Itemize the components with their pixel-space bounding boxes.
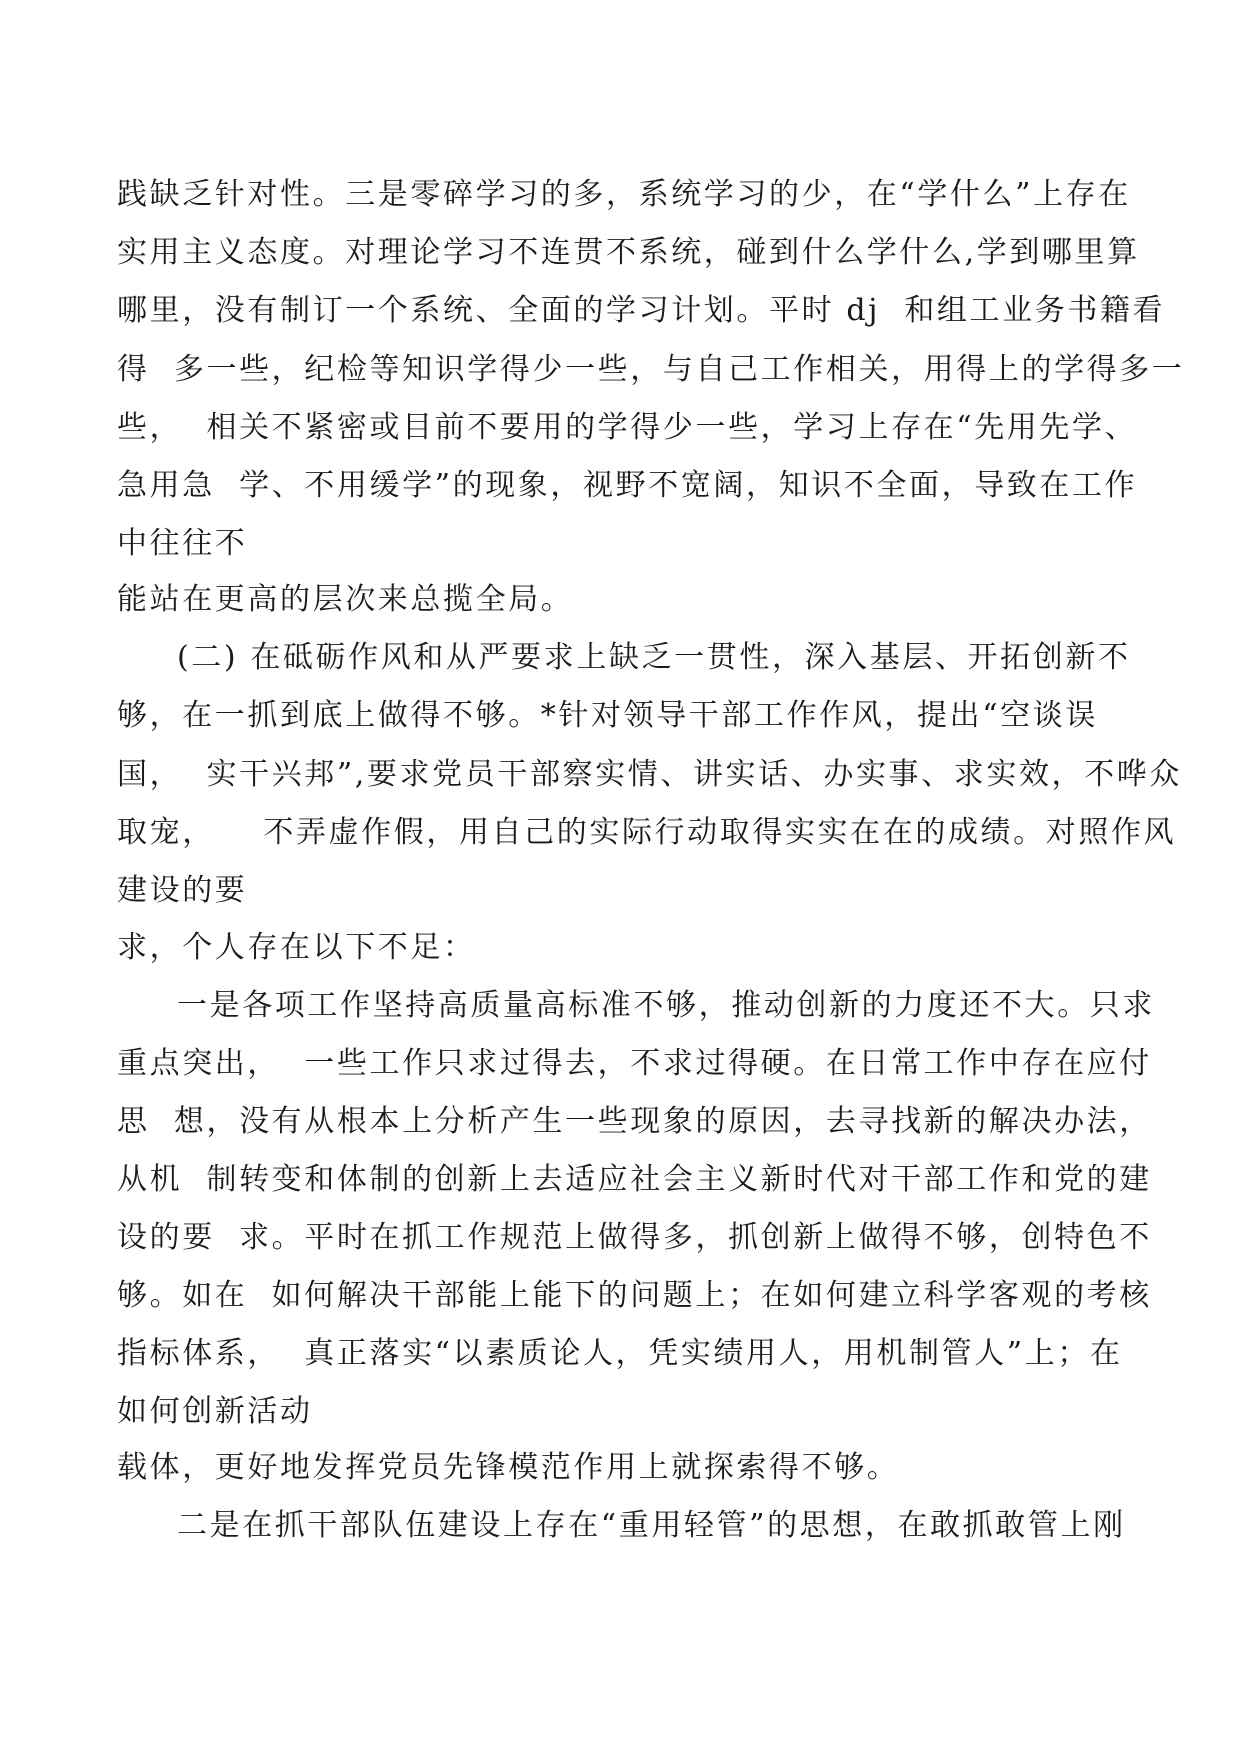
text-line: 载体，更好地发挥党员先锋模范作用上就探索得不够。 — [117, 1450, 900, 1485]
text-line: 从机 制转变和体制的创新上去适应社会主义新时代对干部工作和党的建 — [117, 1162, 1152, 1197]
text-line: 够，在一抓到底上做得不够。*针对领导干部工作作风，提出“空谈误 — [117, 698, 1098, 733]
text-line: 求，个人存在以下不足： — [117, 930, 476, 965]
text-line: 建设的要 — [117, 873, 248, 908]
section-heading: (二) 在砥砺作风和从严要求上缺乏一贯性，深入基层、开拓创新不 — [177, 640, 1131, 675]
text-line: 够。如在 如何解决干部能上能下的问题上；在如何建立科学客观的考核 — [117, 1278, 1152, 1313]
text-line: 取宠， 不弄虚作假，用自己的实际行动取得实实在在的成绩。对照作风 — [117, 815, 1177, 850]
text-line: 指标体系， 真正落实“以素质论人，凭实绩用人，用机制管人”上；在 — [117, 1336, 1123, 1371]
text-line: 实用主义态度。对理论学习不连贯不系统，碰到什么学什么,学到哪里算 — [117, 235, 1140, 270]
text-line: 思 想，没有从根本上分析产生一些现象的原因，去寻找新的解决办法， — [117, 1104, 1152, 1139]
text-line: 哪里，没有制订一个系统、全面的学习计划。平时 dj 和组工业务书籍看 — [117, 293, 1166, 328]
text-line: 些， 相关不紧密或目前不要用的学得少一些，学习上存在“先用先学、 — [117, 410, 1138, 445]
text-line: 一是各项工作坚持高质量高标准不够，推动创新的力度还不大。只求 — [177, 988, 1155, 1023]
text-line: 二是在抓干部队伍建设上存在“重用轻管”的思想，在敢抓敢管上刚 — [177, 1508, 1126, 1543]
text-line: 急用急 学、不用缓学”的现象，视野不宽阔，知识不全面，导致在工作 — [117, 468, 1138, 503]
text-line: 践缺乏针对性。三是零碎学习的多，系统学习的少，在“学什么”上存在 — [117, 177, 1131, 212]
text-line: 国， 实干兴邦”,要求党员干部察实情、讲实话、办实事、求实效，不哗众 — [117, 757, 1182, 792]
text-line: 设的要 求。平时在抓工作规范上做得多，抓创新上做得不够，创特色不 — [117, 1220, 1152, 1255]
text-line: 如何创新活动 — [117, 1394, 313, 1429]
text-line: 中往往不 — [117, 526, 248, 561]
text-line: 得 多一些，纪检等知识学得少一些，与自己工作相关，用得上的学得多一 — [117, 352, 1185, 387]
text-line: 能站在更高的层次来总揽全局。 — [117, 582, 574, 617]
text-line: 重点突出， 一些工作只求过得去，不求过得硬。在日常工作中存在应付 — [117, 1046, 1152, 1081]
